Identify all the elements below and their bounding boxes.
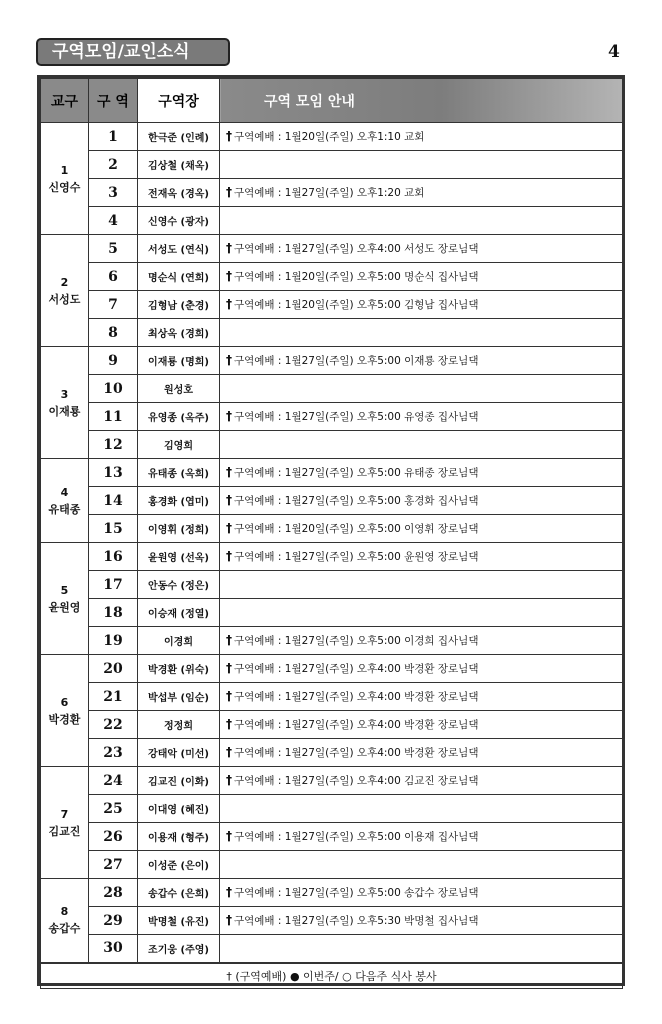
table-row [41, 627, 623, 655]
parish-leader-name: 서성도 [48, 292, 81, 306]
cross-icon: † [226, 465, 232, 479]
meeting-info-text: 구역예배 : 1월20일(주일) 오후1:10 교회 [234, 131, 425, 143]
meeting-info-text: 구역예배 : 1월27일(주일) 오후4:00 서성도 장로님댁 [234, 243, 479, 255]
table-row [41, 487, 623, 515]
parish-number: 7 [60, 807, 69, 821]
meeting-info-text: 구역예배 : 1월27일(주일) 오후5:00 윤원영 장로님댁 [234, 551, 479, 563]
cross-icon: † [226, 829, 232, 843]
legend-text: † (구역예배) ● 이번주/ ○ 다음주 식사 봉사 [41, 963, 623, 989]
meeting-info-text: 구역예배 : 1월27일(주일) 오후4:00 김교진 장로님댁 [234, 775, 479, 787]
district-number: 8 [89, 319, 138, 347]
meeting-info [220, 123, 623, 151]
parish-number: 6 [60, 695, 69, 709]
meeting-info-text: 구역예배 : 1월27일(주일) 오후5:00 유태종 장로님댁 [234, 467, 479, 479]
meeting-info [220, 711, 623, 739]
cross-icon: † [226, 885, 232, 899]
table-row [41, 907, 623, 935]
table-row [41, 571, 623, 599]
parish-cell [41, 767, 89, 879]
district-number: 21 [89, 683, 138, 711]
table-row [41, 655, 623, 683]
meeting-info [220, 487, 623, 515]
district-leader: 한극준 (인례) [138, 123, 220, 151]
district-number: 17 [89, 571, 138, 599]
cross-icon: † [226, 745, 232, 759]
district-leader: 유태종 (옥희) [138, 459, 220, 487]
meeting-info [220, 291, 623, 319]
district-number: 1 [89, 123, 138, 151]
table-row [41, 459, 623, 487]
cross-icon: † [226, 353, 232, 367]
meeting-info [220, 375, 623, 403]
district-leader: 이대영 (혜진) [138, 795, 220, 823]
district-leader: 전재옥 (경옥) [138, 179, 220, 207]
table-row [41, 179, 623, 207]
parish-leader-name: 윤원영 [48, 600, 81, 614]
district-leader: 정정희 [138, 711, 220, 739]
table-row [41, 795, 623, 823]
cross-icon: † [226, 269, 232, 283]
meeting-info-text: 구역예배 : 1월27일(주일) 오후5:30 박명철 집사님댁 [234, 915, 479, 927]
district-leader: 이용재 (형주) [138, 823, 220, 851]
district-number: 23 [89, 739, 138, 767]
parish-cell [41, 347, 89, 459]
table-row [41, 151, 623, 179]
parish-number: 2 [60, 275, 69, 289]
meeting-info [220, 599, 623, 627]
meeting-info [220, 263, 623, 291]
district-number: 14 [89, 487, 138, 515]
district-number: 22 [89, 711, 138, 739]
district-leader: 박명철 (유진) [138, 907, 220, 935]
meeting-info-text: 구역예배 : 1월27일(주일) 오후5:00 이재룡 장로님댁 [234, 355, 479, 367]
table-header-row [41, 79, 623, 123]
section-title: 구역모임/교인소식 [36, 38, 230, 66]
table-row [41, 123, 623, 151]
meeting-info-text: 구역예배 : 1월27일(주일) 오후5:00 홍경화 집사님댁 [234, 495, 479, 507]
table-row [41, 879, 623, 907]
cross-icon: † [226, 549, 232, 563]
meeting-info [220, 515, 623, 543]
table-row [41, 291, 623, 319]
parish-leader-name: 신영수 [48, 180, 81, 194]
table-row [41, 235, 623, 263]
district-number: 25 [89, 795, 138, 823]
district-number: 26 [89, 823, 138, 851]
cross-icon: † [226, 493, 232, 507]
header-meeting-info: 구역 모임 안내 [220, 79, 623, 123]
meeting-info-text: 구역예배 : 1월20일(주일) 오후5:00 이영휘 장로님댁 [234, 523, 479, 535]
district-number: 11 [89, 403, 138, 431]
meeting-info [220, 851, 623, 879]
district-leader: 원성호 [138, 375, 220, 403]
meeting-info [220, 935, 623, 963]
parish-number: 8 [60, 905, 69, 919]
district-number: 9 [89, 347, 138, 375]
district-number: 30 [89, 935, 138, 963]
parish-leader-name: 이재룡 [48, 404, 81, 418]
district-leader: 강태악 (미선) [138, 739, 220, 767]
cross-icon: † [226, 689, 232, 703]
district-leader: 명순식 (연희) [138, 263, 220, 291]
meeting-info-text: 구역예배 : 1월27일(주일) 오후4:00 박경환 장로님댁 [234, 747, 479, 759]
table-row [41, 347, 623, 375]
district-meeting-table-frame [37, 75, 625, 986]
cross-icon: † [226, 773, 232, 787]
district-meeting-table [40, 78, 623, 989]
meeting-info-text: 구역예배 : 1월27일(주일) 오후4:00 박경환 장로님댁 [234, 719, 479, 731]
district-leader: 이승재 (정열) [138, 599, 220, 627]
district-leader: 송갑수 (은희) [138, 879, 220, 907]
district-number: 7 [89, 291, 138, 319]
district-leader: 김영희 [138, 431, 220, 459]
parish-leader-name: 박경환 [48, 712, 81, 726]
legend-row [41, 963, 623, 989]
header-parish: 교구 [41, 79, 89, 123]
district-number: 24 [89, 767, 138, 795]
table-row [41, 515, 623, 543]
meeting-info [220, 823, 623, 851]
cross-icon: † [226, 661, 232, 675]
district-leader: 조기웅 (주영) [138, 935, 220, 963]
meeting-info [220, 571, 623, 599]
district-number: 2 [89, 151, 138, 179]
parish-cell [41, 459, 89, 543]
district-leader: 박경환 (위숙) [138, 655, 220, 683]
table-row [41, 823, 623, 851]
meeting-info-text: 구역예배 : 1월27일(주일) 오후5:00 송갑수 장로님댁 [234, 887, 479, 899]
table-row [41, 263, 623, 291]
table-row [41, 767, 623, 795]
meeting-info [220, 235, 623, 263]
district-leader: 이영휘 (정희) [138, 515, 220, 543]
district-number: 5 [89, 235, 138, 263]
meeting-info [220, 319, 623, 347]
district-number: 20 [89, 655, 138, 683]
district-leader: 김상철 (채옥) [138, 151, 220, 179]
parish-number: 5 [60, 583, 69, 597]
meeting-info [220, 431, 623, 459]
parish-cell [41, 123, 89, 235]
meeting-info-text: 구역예배 : 1월27일(주일) 오후5:00 유영종 집사님댁 [234, 411, 479, 423]
header-leader: 구역장 [138, 79, 220, 123]
cross-icon: † [226, 297, 232, 311]
meeting-info [220, 207, 623, 235]
district-leader: 이경희 [138, 627, 220, 655]
meeting-info [220, 907, 623, 935]
page-number: 4 [608, 42, 620, 62]
table-body [41, 123, 623, 989]
meeting-info [220, 627, 623, 655]
table-row [41, 375, 623, 403]
district-number: 3 [89, 179, 138, 207]
district-leader: 박섭부 (임순) [138, 683, 220, 711]
table-row [41, 851, 623, 879]
cross-icon: † [226, 129, 232, 143]
meeting-info [220, 543, 623, 571]
meeting-info-text: 구역예배 : 1월20일(주일) 오후5:00 명순식 집사님댁 [234, 271, 479, 283]
cross-icon: † [226, 241, 232, 255]
table-row [41, 683, 623, 711]
cross-icon: † [226, 409, 232, 423]
meeting-info [220, 683, 623, 711]
parish-cell [41, 655, 89, 767]
table-row [41, 739, 623, 767]
district-number: 19 [89, 627, 138, 655]
meeting-info-text: 구역예배 : 1월27일(주일) 오후1:20 교회 [234, 187, 425, 199]
district-leader: 김형남 (춘경) [138, 291, 220, 319]
district-number: 12 [89, 431, 138, 459]
district-number: 13 [89, 459, 138, 487]
district-number: 29 [89, 907, 138, 935]
district-leader: 유영종 (옥주) [138, 403, 220, 431]
district-leader: 윤원영 (선옥) [138, 543, 220, 571]
parish-leader-name: 유태종 [48, 502, 81, 516]
meeting-info-text: 구역예배 : 1월27일(주일) 오후4:00 박경환 장로님댁 [234, 691, 479, 703]
table-row [41, 319, 623, 347]
meeting-info [220, 879, 623, 907]
parish-leader-name: 김교진 [48, 824, 81, 838]
meeting-info [220, 403, 623, 431]
meeting-info [220, 767, 623, 795]
parish-cell [41, 543, 89, 655]
meeting-info [220, 151, 623, 179]
district-leader: 홍경화 (엽미) [138, 487, 220, 515]
parish-cell [41, 879, 89, 963]
parish-cell [41, 235, 89, 347]
district-number: 28 [89, 879, 138, 907]
district-number: 15 [89, 515, 138, 543]
meeting-info-text: 구역예배 : 1월20일(주일) 오후5:00 김형남 집사님댁 [234, 299, 479, 311]
cross-icon: † [226, 633, 232, 647]
meeting-info [220, 655, 623, 683]
district-number: 4 [89, 207, 138, 235]
table-row [41, 711, 623, 739]
district-leader: 이재룡 (명희) [138, 347, 220, 375]
meeting-info [220, 739, 623, 767]
cross-icon: † [226, 913, 232, 927]
meeting-info-text: 구역예배 : 1월27일(주일) 오후4:00 박경환 장로님댁 [234, 663, 479, 675]
header-district: 구 역 [89, 79, 138, 123]
district-number: 18 [89, 599, 138, 627]
district-number: 10 [89, 375, 138, 403]
meeting-info-text: 구역예배 : 1월27일(주일) 오후5:00 이경희 집사님댁 [234, 635, 479, 647]
meeting-info [220, 459, 623, 487]
meeting-info [220, 179, 623, 207]
table-row [41, 207, 623, 235]
parish-leader-name: 송갑수 [48, 922, 81, 936]
district-leader: 최상옥 (경희) [138, 319, 220, 347]
cross-icon: † [226, 717, 232, 731]
cross-icon: † [226, 185, 232, 199]
district-leader: 이성준 (은이) [138, 851, 220, 879]
district-number: 6 [89, 263, 138, 291]
table-row [41, 599, 623, 627]
parish-number: 4 [60, 485, 69, 499]
table-row [41, 543, 623, 571]
district-leader: 안동수 (정은) [138, 571, 220, 599]
district-number: 16 [89, 543, 138, 571]
parish-number: 1 [60, 163, 69, 177]
district-leader: 서성도 (연식) [138, 235, 220, 263]
table-row [41, 431, 623, 459]
parish-number: 3 [60, 387, 69, 401]
table-row [41, 935, 623, 963]
meeting-info [220, 347, 623, 375]
district-number: 27 [89, 851, 138, 879]
district-leader: 김교진 (이화) [138, 767, 220, 795]
meeting-info [220, 795, 623, 823]
table-row [41, 403, 623, 431]
cross-icon: † [226, 521, 232, 535]
district-leader: 신영수 (광자) [138, 207, 220, 235]
meeting-info-text: 구역예배 : 1월27일(주일) 오후5:00 이용재 집사님댁 [234, 831, 479, 843]
